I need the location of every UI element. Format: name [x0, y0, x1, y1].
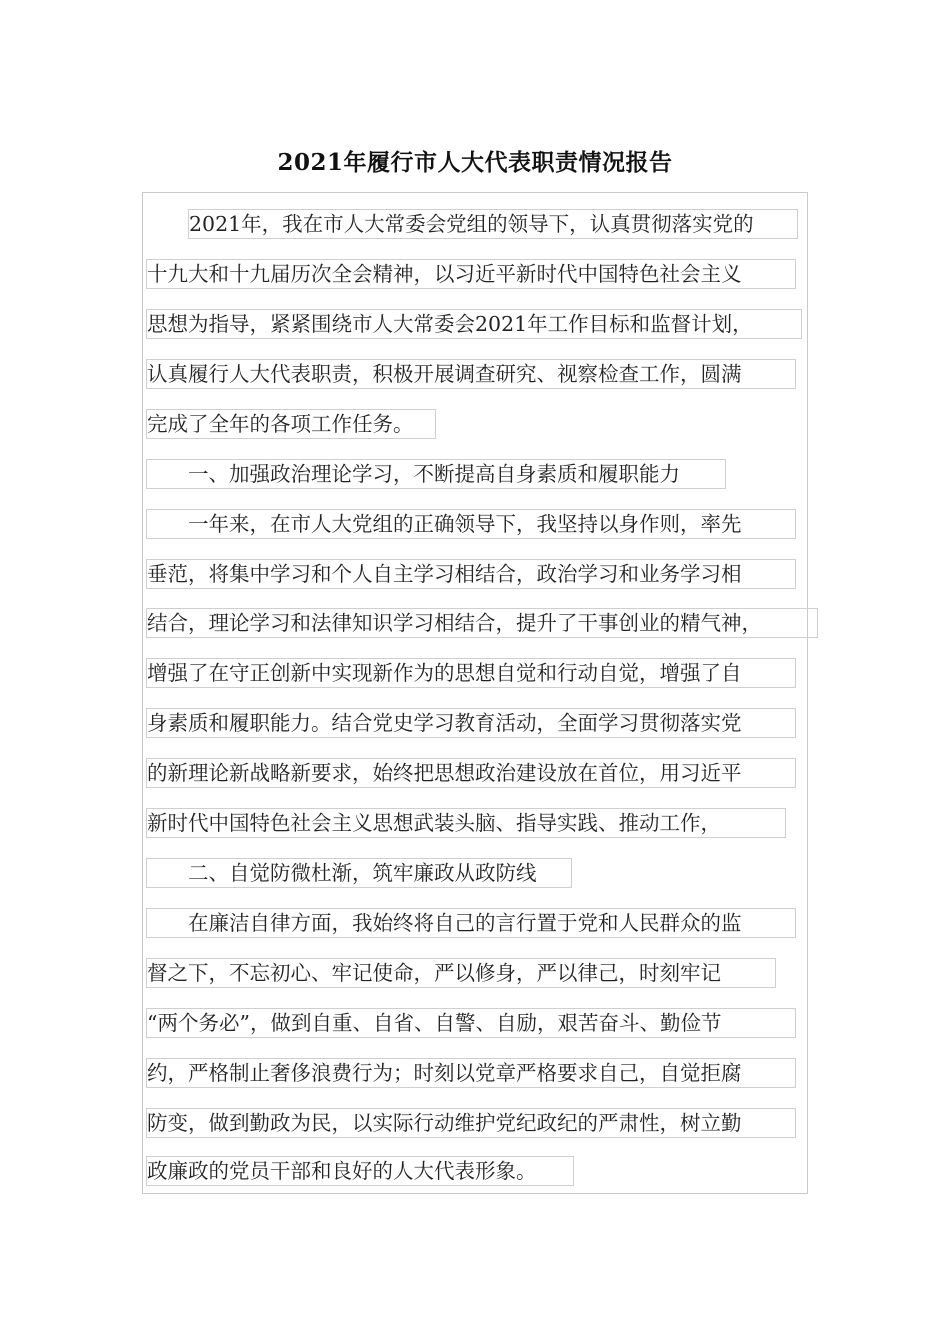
section-heading: 一、加强政治理论学习，不断提高自身素质和履职能力 [146, 459, 726, 489]
text-line: 身素质和履职能力。结合党史学习教育活动，全面学习贯彻落实党 [146, 708, 796, 738]
text-line: 在廉洁自律方面，我始终将自己的言行置于党和人民群众的监 [146, 908, 796, 938]
text-line: 认真履行人大代表职责，积极开展调查研究、视察检查工作，圆满 [146, 359, 796, 389]
text-line: 完成了全年的各项工作任务。 [146, 409, 436, 439]
text-line: 增强了在守正创新中实现新作为的思想自觉和行动自觉，增强了自 [146, 658, 796, 688]
text-line: 结合，理论学习和法律知识学习相结合，提升了干事创业的精气神， [146, 608, 818, 638]
text-line: 思想为指导，紧紧围绕市人大常委会2021年工作目标和监督计划， [146, 309, 802, 339]
section-heading: 二、自觉防微杜渐，筑牢廉政从政防线 [146, 858, 572, 888]
text-frame [142, 192, 808, 1194]
text-line: 2021年，我在市人大常委会党组的领导下，认真贯彻落实党的 [188, 209, 798, 239]
text-line: 垂范，将集中学习和个人自主学习相结合，政治学习和业务学习相 [146, 559, 796, 589]
text-line: 十九大和十九届历次全会精神，以习近平新时代中国特色社会主义 [146, 259, 796, 289]
text-line: 督之下，不忘初心、牢记使命，严以修身，严以律己，时刻牢记 [146, 958, 776, 988]
text-line: 政廉政的党员干部和良好的人大代表形象。 [146, 1156, 574, 1186]
text-line: 防变，做到勤政为民，以实际行动维护党纪政纪的严肃性，树立勤 [146, 1108, 796, 1138]
text-line: 新时代中国特色社会主义思想武装头脑、指导实践、推动工作， [146, 808, 786, 838]
document-title: 2021年履行市人大代表职责情况报告 [277, 149, 673, 176]
text-line: 一年来，在市人大党组的正确领导下，我坚持以身作则，率先 [146, 509, 796, 539]
text-line: 约，严格制止奢侈浪费行为；时刻以党章严格要求自己，自觉拒腐 [146, 1058, 796, 1088]
text-line: 的新理论新战略新要求，始终把思想政治建设放在首位，用习近平 [146, 758, 796, 788]
text-line: “两个务必”，做到自重、自省、自警、自励，艰苦奋斗、勤俭节 [146, 1008, 796, 1038]
